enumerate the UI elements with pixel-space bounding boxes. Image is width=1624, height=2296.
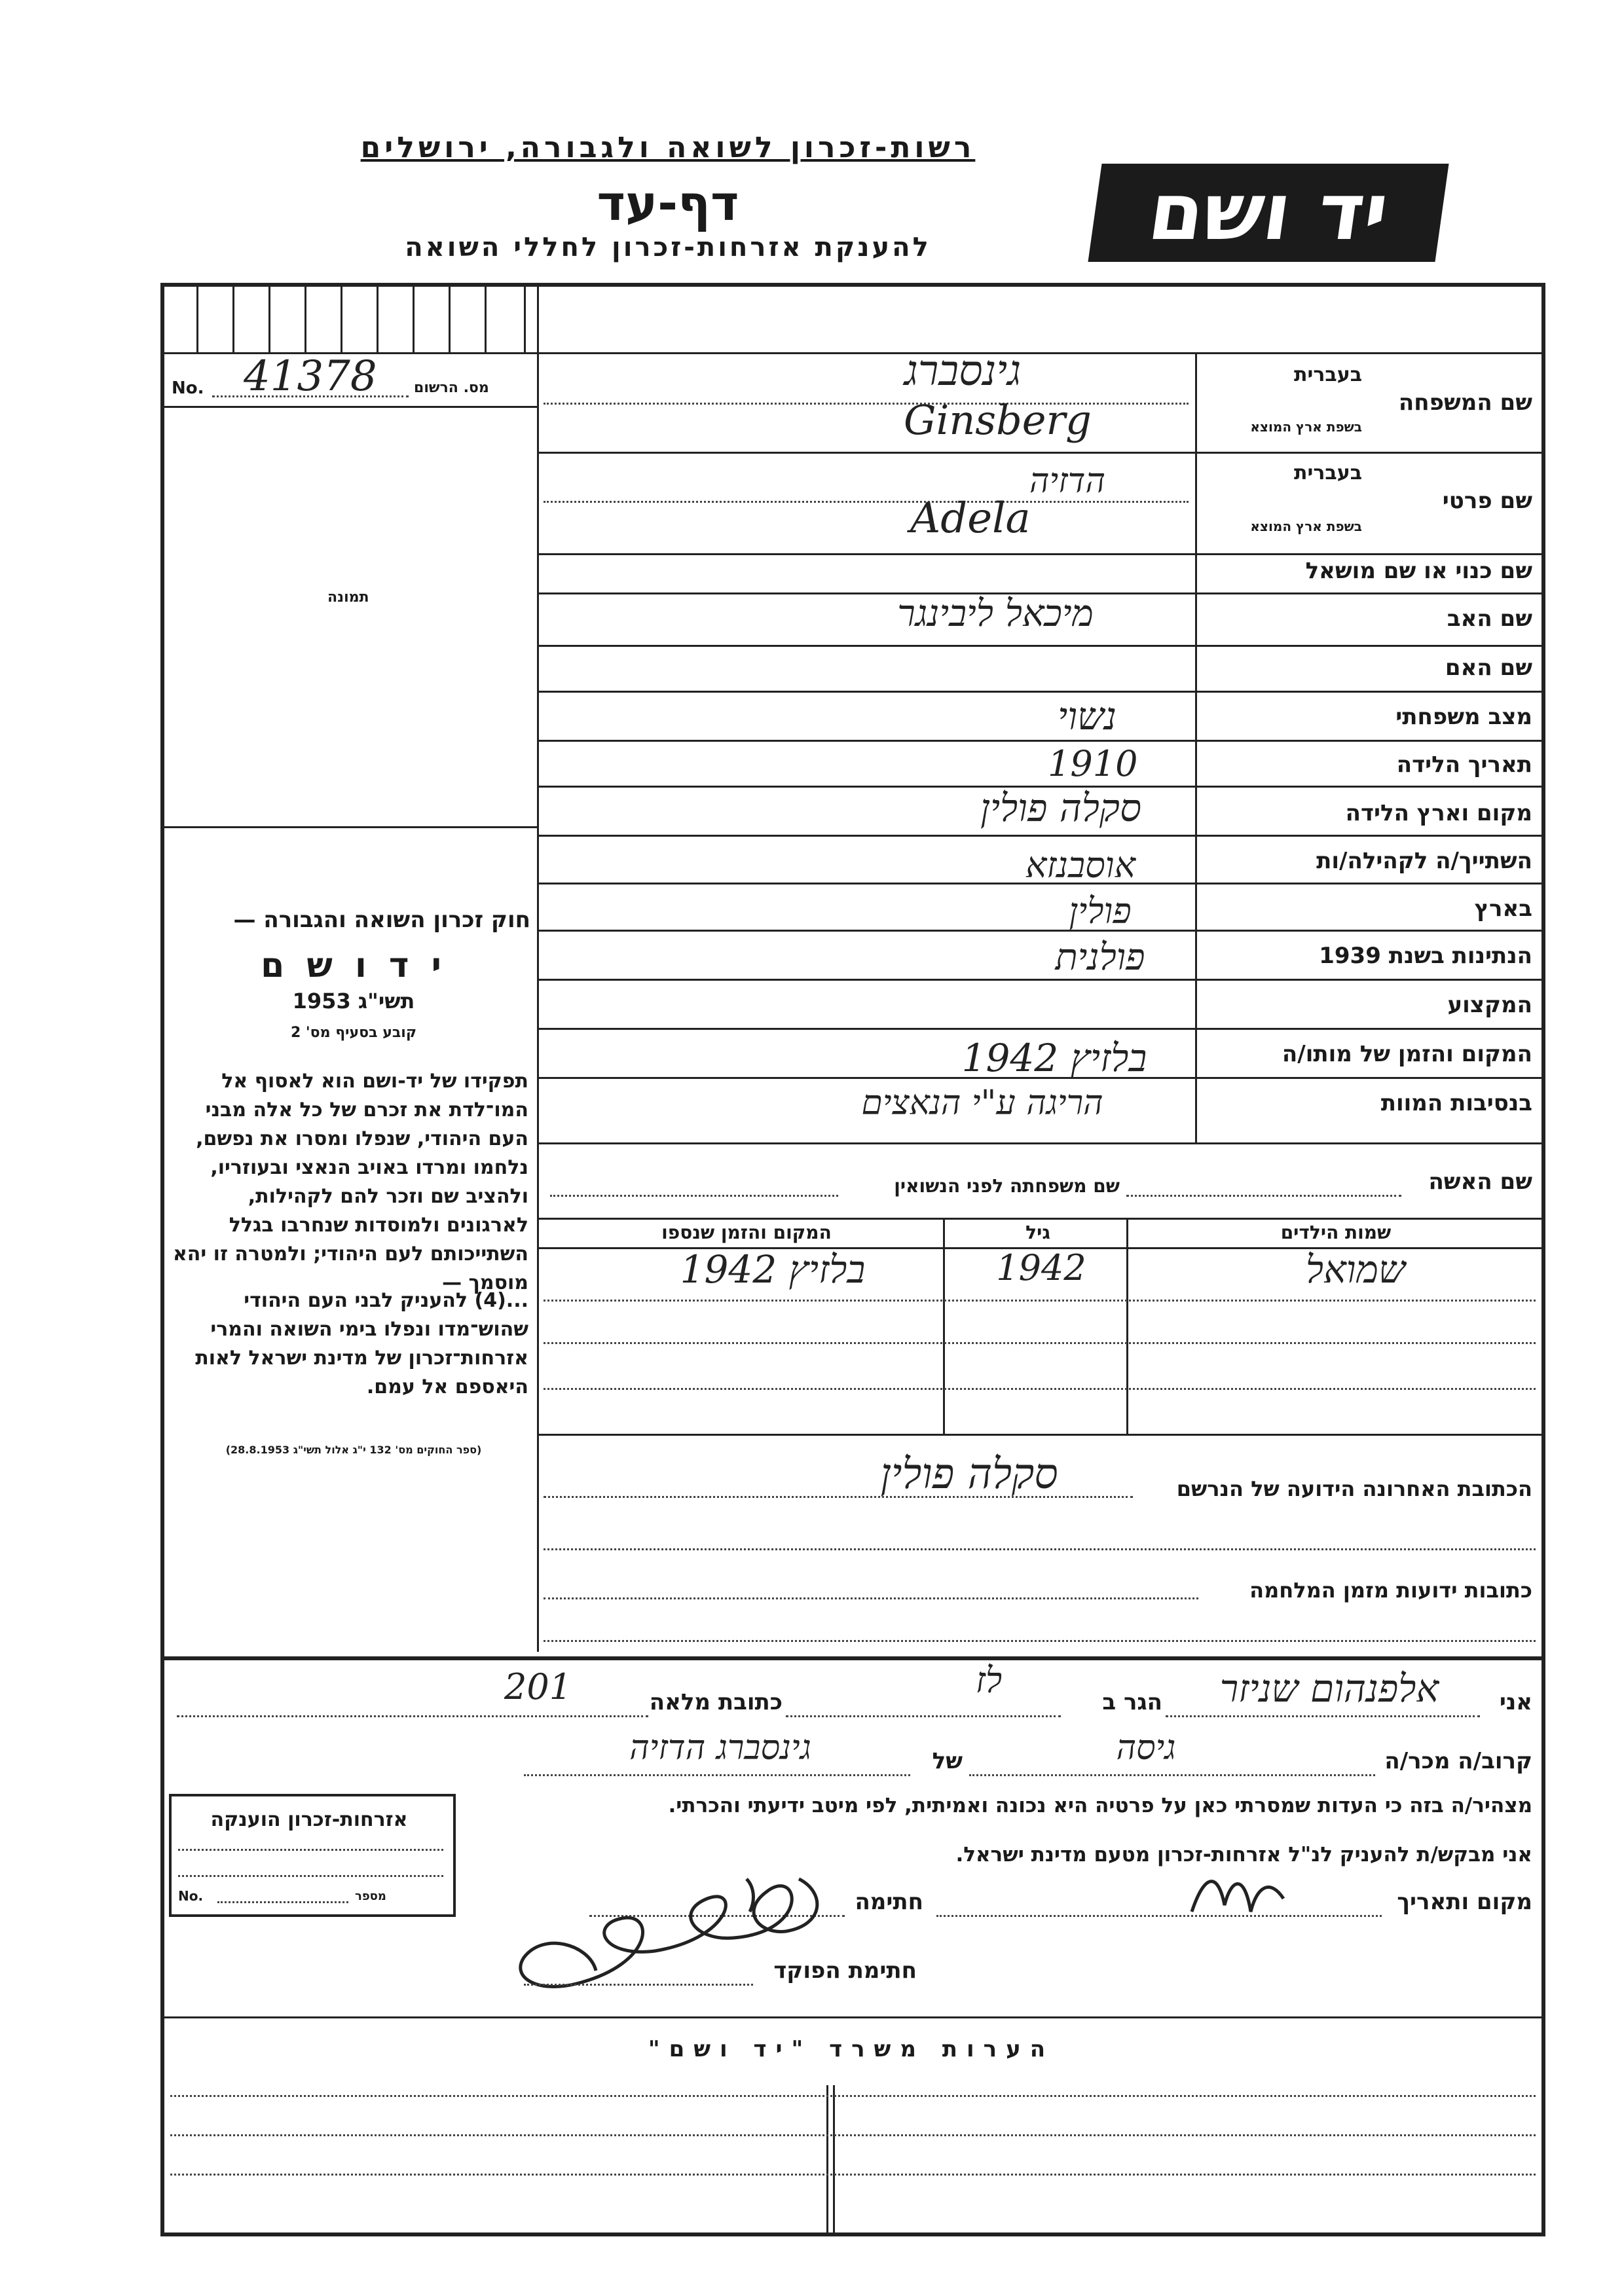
death-label: המקום והזמן של מותו/ה — [1282, 1041, 1532, 1067]
dotted-line — [786, 1715, 1061, 1717]
citizenship-box-title: אזרחות-זכרון הוענקה — [210, 1808, 408, 1831]
law-title: חוק זכרון השואה והגבורה — — [233, 907, 530, 933]
registration-number-value: 41378 — [244, 352, 377, 401]
dotted-line — [544, 1388, 1536, 1390]
children-header-place: המקום והזמן שנספו — [661, 1222, 832, 1243]
registration-heb-label: מס. הרשום — [414, 380, 489, 396]
grid-cell-divider — [196, 283, 198, 352]
grid-cell-divider — [377, 283, 378, 352]
place-date-label: מקום ותאריך — [1397, 1889, 1532, 1915]
wife-maiden-label: שם משפחתה לפני הנשואין — [894, 1175, 1120, 1197]
of-label: של — [932, 1748, 963, 1774]
last-address-label: הכתובת האחרונה הידועה של הנרשם — [1176, 1476, 1532, 1501]
relation-value: גיסה — [1116, 1728, 1176, 1768]
grid-cell-divider — [524, 283, 526, 352]
form-subtitle: להענקת אזרחות-זכרון לחללי השואה — [405, 232, 931, 263]
officer-signature-label: חתימת הפוקד — [773, 1958, 917, 1984]
child-name: שמואל — [1305, 1247, 1406, 1292]
law-body: תפקידו של יד-ושם הוא לאסוף אל המו־לדת את זכרם של כל אלה מבני העם היהודי, שנפלו ומסרו את נפשם, נלחמו ומרדו באויב הנאצי ובעוזריו, ולהציב שם וזכר להם לקהילות, לארגונים ולמוסדות שנחרבו בגלל השתייכותם לעם היהודי; ולמטרה זו יהא מוסמך — — [172, 1070, 528, 1294]
child-place: בלזיץ 1942 — [680, 1247, 866, 1292]
declaration-i-label: אני — [1499, 1689, 1532, 1715]
row-line — [537, 645, 1543, 647]
address-number: 201 — [504, 1666, 572, 1707]
child-age: 1942 — [996, 1247, 1086, 1288]
row-line — [537, 979, 1543, 981]
law-year: תשי"ג 1953 — [292, 989, 415, 1013]
remarks-label: הערות משרד "יד ושם" — [648, 2036, 1055, 2062]
dotted-line — [170, 2174, 1536, 2176]
surname-label: שם המשפחה — [1398, 390, 1532, 416]
dotted-line — [544, 1597, 1198, 1599]
grid-cell-divider — [304, 283, 306, 352]
dotted-line — [544, 1300, 1536, 1302]
dotted-line — [170, 2134, 1536, 2136]
community-label: השתייך/ה לקהילה/ות — [1316, 848, 1532, 874]
surname-latin-value: Ginsberg — [904, 396, 1092, 444]
place-date-scribble — [1179, 1859, 1297, 1931]
grid-cell-divider — [485, 283, 487, 352]
firstname-label: שם פרטי — [1442, 488, 1532, 514]
left-column-divider — [537, 283, 539, 1652]
citizenship-granted-box — [169, 1794, 456, 1917]
country-value: פולין — [1069, 890, 1132, 932]
birthplace-label: מקום וארץ הלידה — [1345, 800, 1532, 826]
photo-bottom-line — [160, 826, 539, 828]
law-body-2: ...(4) להעניק לבני העם היהודי שהוש־מדו ונפלו בימי השואה והמרי אזרחות־זכרון של מדינת ישראל לאות היאספם אל עמם. — [195, 1289, 528, 1398]
row-line — [537, 883, 1543, 884]
children-header-age: גיל — [1025, 1222, 1050, 1243]
row-line — [537, 1142, 1543, 1144]
frame-top — [160, 283, 1545, 287]
surname-hebrew-tag: בעברית — [1294, 363, 1362, 386]
nickname-label: שם כנוי או שם מושאל — [1305, 558, 1532, 584]
signature-label: חתימה — [855, 1889, 923, 1915]
dotted-line — [544, 1496, 1133, 1498]
citizenship-value: פולנית — [1055, 936, 1145, 979]
declarant-value: אלפנהום שניזר — [1219, 1666, 1439, 1711]
birthplace-value: סקלה פולין — [980, 786, 1141, 830]
country-label: בארץ — [1474, 896, 1532, 922]
registration-line — [160, 406, 539, 408]
circumstances-label: בנסיבות המוות — [1380, 1090, 1532, 1116]
declaration-top-line — [160, 1656, 1543, 1660]
law-source: (ספר החוקים מס' 132 י"ג אלול תשי"ג 28.8.1953) — [225, 1444, 482, 1456]
surname-hebrew-value: גינסברג — [904, 347, 1022, 395]
row-line — [537, 691, 1543, 693]
photo-label: תמונה — [327, 589, 369, 606]
grid-cell-divider — [232, 283, 234, 352]
firstname-latin-value: Adela — [910, 494, 1031, 543]
row-line — [537, 1077, 1543, 1079]
mother-label: שם האם — [1445, 655, 1532, 681]
street-value: לז — [975, 1660, 1003, 1701]
remarks-divider — [833, 2085, 835, 2234]
dotted-line — [178, 1875, 443, 1877]
dotted-line — [1126, 1195, 1401, 1197]
marital-label: מצב משפחתי — [1395, 704, 1532, 730]
wife-label: שם האשה — [1428, 1169, 1532, 1195]
dotted-line — [544, 1640, 1536, 1642]
dotted-line — [969, 1774, 1375, 1776]
dotted-line — [178, 1849, 443, 1851]
birthdate-label: תאריך הלידה — [1396, 752, 1532, 778]
row-line — [537, 1218, 1543, 1220]
row-line — [537, 452, 1543, 454]
frame-bottom — [160, 2232, 1545, 2236]
statement-truth: מצהיר/ה בזה כי העדות שמסרתי כאן על פרטיה היא נכונה ואמיתית, לפי מיטב ידיעתי והכרתי. — [668, 1794, 1532, 1817]
address-label: כתובת מלאה — [649, 1689, 783, 1715]
citizenship-box-no: No. — [178, 1888, 204, 1904]
declarant-signature — [458, 1853, 851, 2016]
yad-vashem-logo: יד ושם — [1088, 164, 1449, 262]
father-value: מיכאל ליבינגר — [897, 592, 1094, 635]
dotted-line — [544, 1342, 1536, 1344]
law-name: י ד ו ש ם — [261, 946, 447, 985]
firstname-hebrew-value: הדזיה — [1029, 462, 1105, 501]
grid-cell-divider — [341, 283, 342, 352]
grid-cell-divider — [413, 283, 415, 352]
of-value: גינסברג הדזיה — [629, 1728, 811, 1768]
dotted-line — [170, 2095, 1536, 2097]
remarks-divider — [826, 2085, 828, 2234]
dotted-line — [1166, 1715, 1480, 1717]
registration-no-label: No. — [172, 378, 204, 398]
citizenship-label: הנתינות בשנת 1939 — [1319, 943, 1532, 969]
registration-number — [172, 352, 532, 406]
dotted-line — [217, 1901, 348, 1903]
dotted-line — [550, 1195, 838, 1197]
birthdate-value: 1910 — [1048, 743, 1138, 784]
profession-label: המקצוע — [1447, 992, 1532, 1018]
death-value: בלזיץ 1942 — [961, 1036, 1147, 1080]
row-line — [537, 740, 1543, 742]
relation-label: קרוב/ה מכר/ה — [1384, 1748, 1532, 1774]
table-row — [537, 1247, 1543, 1296]
row-line — [537, 1028, 1543, 1030]
dotted-line — [544, 1548, 1536, 1550]
dotted-line — [177, 1715, 648, 1717]
firstname-origin-tag: בשפת ארץ המוצא — [1250, 519, 1362, 534]
dotted-line — [524, 1774, 910, 1776]
frame-left — [160, 283, 164, 2234]
label-column-divider — [1195, 352, 1197, 1142]
law-clause: קובע בסעיף מס' 2 — [290, 1025, 417, 1041]
declaration-bottom-line — [160, 2016, 1543, 2018]
row-line — [537, 1434, 1543, 1436]
citizenship-box-heb-no: מספר — [355, 1889, 386, 1903]
firstname-hebrew-tag: בעברית — [1294, 462, 1362, 484]
row-line — [537, 553, 1543, 555]
organization-line: רשות-זכרון לשואה ולגבורה, ירושלים — [360, 131, 976, 164]
dotted-line — [524, 1984, 753, 1986]
resident-label: הגר ב — [1102, 1689, 1162, 1715]
form-title: דף-עד — [597, 175, 739, 232]
marital-value: נשוי — [1058, 694, 1116, 738]
dotted-line — [936, 1915, 1382, 1917]
surname-origin-tag: בשפת ארץ המוצא — [1250, 419, 1362, 435]
last-address-value: סקלה פולין — [880, 1450, 1058, 1499]
community-value: אוסבנזא — [1025, 845, 1135, 886]
father-label: שם האב — [1447, 606, 1532, 632]
grid-cell-divider — [449, 283, 451, 352]
row-line — [537, 835, 1543, 837]
war-address-label: כתובות ידועות מזמן המלחמה — [1249, 1578, 1532, 1603]
statement-request: אני מבקש/ת להעניק לנ"ל אזרחות-זכרון מטעם מדינת ישראל. — [955, 1843, 1532, 1867]
grid-cell-divider — [268, 283, 270, 352]
circumstances-value: הריגה ע"י הנאצים — [861, 1084, 1103, 1123]
row-line — [537, 930, 1543, 932]
children-header-names: שמות הילדים — [1280, 1222, 1392, 1243]
